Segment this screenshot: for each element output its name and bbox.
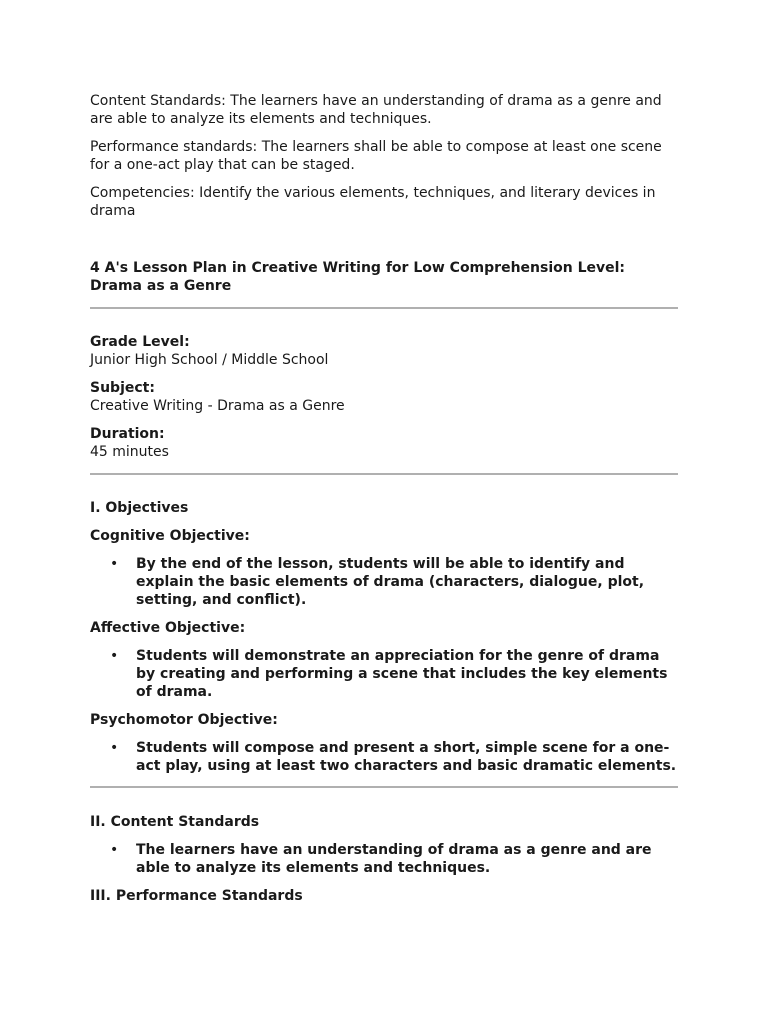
lesson-plan-title: 4 A's Lesson Plan in Creative Writing for Low Comprehension Level: Drama as a Genre xyxy=(90,260,626,294)
subject xyxy=(90,379,678,415)
content-standards-list xyxy=(90,841,678,877)
performance-standards-section xyxy=(90,887,678,905)
list-item xyxy=(90,555,678,609)
intro-performance-standards: Performance standards: The learners shall be able to compose at least one scene for a one-act play that can be staged. xyxy=(90,139,662,173)
divider xyxy=(90,786,678,788)
intro-competencies: Competencies: Identify the various elements, techniques, and literary devices in drama xyxy=(90,185,656,219)
cognitive-objective-list xyxy=(90,555,678,609)
affective-objective-list xyxy=(90,647,678,701)
content-standards-section xyxy=(90,813,678,877)
psychomotor-objective-list xyxy=(90,739,678,775)
document-body xyxy=(90,92,678,905)
grade-level-label: Grade Level: xyxy=(90,334,190,350)
divider xyxy=(90,473,678,475)
psychomotor-objective-text: Students will compose and present a short, simple scene for a one-act play, using at least two characters and basic dramatic elements. xyxy=(136,740,677,774)
duration-label: Duration: xyxy=(90,426,165,442)
bullet-icon: • xyxy=(110,842,119,858)
grade-level xyxy=(90,333,678,369)
divider xyxy=(90,307,678,309)
subject-value: Creative Writing - Drama as a Genre xyxy=(90,398,345,414)
bullet-icon: • xyxy=(110,648,119,664)
content-standards-text: The learners have an understanding of drama as a genre and are able to analyze its elements and techniques. xyxy=(136,842,652,876)
duration-value: 45 minutes xyxy=(90,444,169,460)
bullet-icon: • xyxy=(110,556,119,572)
objectives-section xyxy=(90,499,678,775)
subject-label: Subject: xyxy=(90,380,155,396)
list-item xyxy=(90,841,678,877)
grade-level-value: Junior High School / Middle School xyxy=(90,352,329,368)
affective-objective-text: Students will demonstrate an appreciation for the genre of drama by creating and performing a scene that includes the key elements of drama. xyxy=(136,648,668,700)
list-item xyxy=(90,739,678,775)
duration xyxy=(90,425,678,461)
objectives-heading: I. Objectives xyxy=(90,500,189,516)
content-standards-heading: II. Content Standards xyxy=(90,814,260,830)
psychomotor-objective-label: Psychomotor Objective: xyxy=(90,712,278,728)
list-item xyxy=(90,647,678,701)
lesson-meta xyxy=(90,333,678,461)
cognitive-objective-label: Cognitive Objective: xyxy=(90,528,250,544)
intro-content-standards: Content Standards: The learners have an understanding of drama as a genre and are able to analyze its elements and techniques. xyxy=(90,93,662,127)
affective-objective-label: Affective Objective: xyxy=(90,620,246,636)
performance-standards-heading: III. Performance Standards xyxy=(90,888,303,904)
bullet-icon: • xyxy=(110,740,119,756)
cognitive-objective-text: By the end of the lesson, students will be able to identify and explain the basic elements of drama (characters, dialogue, plot, setting, and conflict). xyxy=(136,556,645,608)
